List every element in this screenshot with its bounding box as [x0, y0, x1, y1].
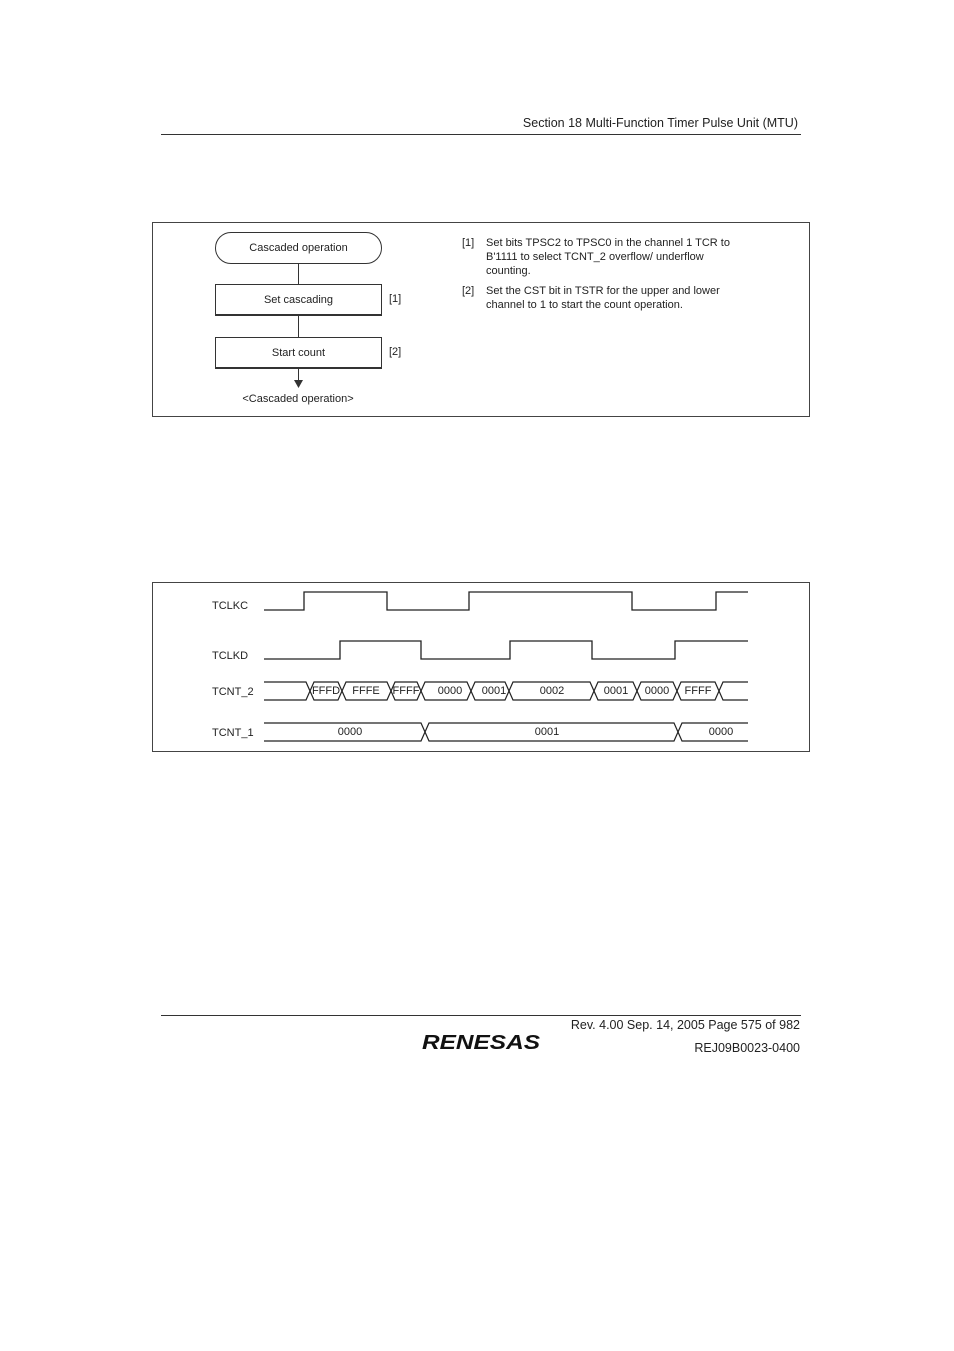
tcnt2-value: 0000 — [644, 685, 670, 697]
note-2-text: Set the CST bit in TSTR for the upper and lower channel to 1 to start the count operation. — [486, 285, 720, 311]
tcnt2-value: 0002 — [539, 685, 565, 697]
flow-step-start-count: Start count — [215, 337, 382, 369]
signal-label-tclkd: TCLKD — [212, 650, 249, 662]
signal-label-tclkc: TCLKC — [212, 600, 249, 612]
footer-rule — [161, 1015, 801, 1016]
signal-label-tcnt2: TCNT_2 — [212, 686, 254, 698]
footer-revision: Rev. 4.00 Sep. 14, 2005 Page 575 of 982 — [570, 1018, 800, 1032]
tcnt1-value: 0000 — [337, 726, 363, 738]
tcnt2-value: FFFF — [392, 685, 420, 697]
tclkc-waveform — [264, 592, 748, 610]
tcnt1-value: 0000 — [708, 726, 734, 738]
tcnt2-value: FFFE — [352, 685, 380, 697]
flow-end-label: <Cascaded operation> — [242, 393, 354, 405]
tcnt2-value: 0001 — [481, 685, 507, 697]
tcnt2-value: 0001 — [603, 685, 629, 697]
tcnt1-bus — [264, 723, 748, 741]
flow-step1-ref: [1] — [389, 293, 402, 305]
footer-doc-id: REJ09B0023-0400 — [694, 1041, 800, 1055]
renesas-logo — [420, 1030, 544, 1052]
flow-start-terminal: Cascaded operation — [215, 232, 382, 264]
tcnt2-value: FFFD — [311, 685, 341, 697]
flow-step2-ref: [2] — [389, 346, 402, 358]
note-2-number: [2] — [462, 285, 475, 297]
tcnt2-value: FFFF — [684, 685, 712, 697]
flow-step-set-cascading: Set cascading — [215, 284, 382, 316]
section-header: Section 18 Multi-Function Timer Pulse Unit (MTU) — [522, 116, 798, 130]
tcnt2-value: 0000 — [437, 685, 463, 697]
tcnt1-value: 0001 — [534, 726, 560, 738]
tclkd-waveform — [264, 641, 748, 659]
signal-label-tcnt1: TCNT_1 — [212, 727, 254, 739]
note-1-number: [1] — [462, 237, 475, 249]
note-1-text: Set bits TPSC2 to TPSC0 in the channel 1 TCR to B'1111 to select TCNT_2 overflow/ underflow counting. — [486, 237, 730, 277]
svg-text:RENESAS: RENESAS — [422, 1032, 541, 1052]
